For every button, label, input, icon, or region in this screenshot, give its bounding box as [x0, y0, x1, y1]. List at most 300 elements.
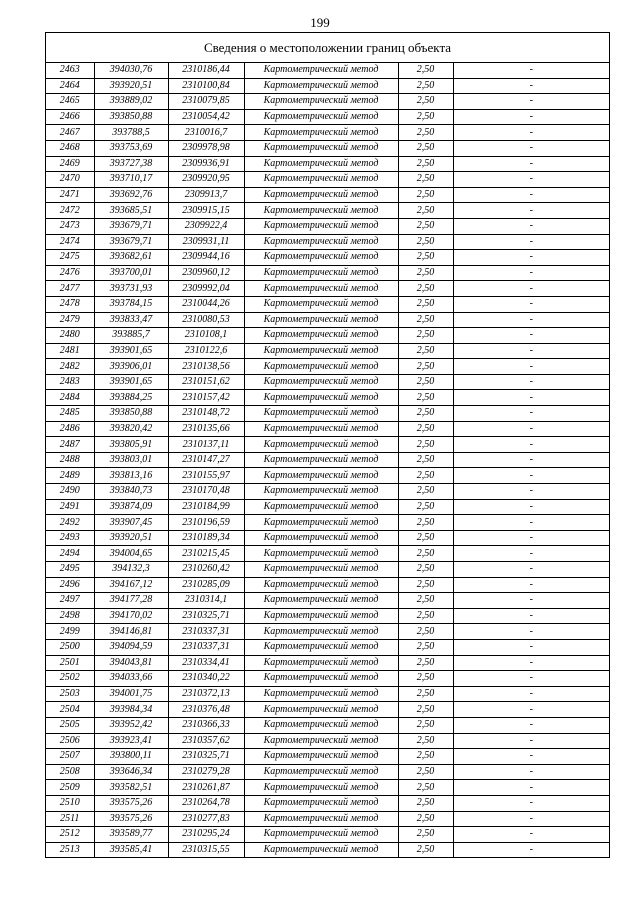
y-coordinate-cell: 2309920,95 [168, 172, 244, 188]
table-row [46, 265, 609, 281]
point-number-cell: 2470 [46, 172, 94, 188]
accuracy-cell: 2,50 [398, 359, 453, 375]
x-coordinate-cell: 393840,73 [94, 484, 168, 500]
description-cell: - [453, 764, 609, 780]
description-cell: - [453, 562, 609, 578]
table-row [46, 811, 609, 827]
method-cell: Картометрический метод [244, 125, 398, 141]
description-cell: - [453, 717, 609, 733]
accuracy-cell: 2,50 [398, 203, 453, 219]
method-cell: Картометрический метод [244, 140, 398, 156]
description-cell: - [453, 780, 609, 796]
table-row [46, 421, 609, 437]
table-row [46, 452, 609, 468]
accuracy-cell: 2,50 [398, 733, 453, 749]
accuracy-cell: 2,50 [398, 140, 453, 156]
x-coordinate-cell: 394030,76 [94, 63, 168, 78]
description-cell: - [453, 795, 609, 811]
x-coordinate-cell: 393575,26 [94, 811, 168, 827]
y-coordinate-cell: 2310260,42 [168, 562, 244, 578]
y-coordinate-cell: 2310189,34 [168, 530, 244, 546]
table-row [46, 624, 609, 640]
method-cell: Картометрический метод [244, 63, 398, 78]
point-number-cell: 2463 [46, 63, 94, 78]
method-cell: Картометрический метод [244, 515, 398, 531]
description-cell: - [453, 63, 609, 78]
description-cell: - [453, 811, 609, 827]
point-number-cell: 2510 [46, 795, 94, 811]
table-row [46, 764, 609, 780]
x-coordinate-cell: 393731,93 [94, 281, 168, 297]
method-cell: Картометрический метод [244, 608, 398, 624]
point-number-cell: 2511 [46, 811, 94, 827]
point-number-cell: 2467 [46, 125, 94, 141]
table-row [46, 468, 609, 484]
point-number-cell: 2509 [46, 780, 94, 796]
method-cell: Картометрический метод [244, 671, 398, 687]
x-coordinate-cell: 393813,16 [94, 468, 168, 484]
point-number-cell: 2476 [46, 265, 94, 281]
accuracy-cell: 2,50 [398, 94, 453, 110]
x-coordinate-cell: 393884,25 [94, 390, 168, 406]
y-coordinate-cell: 2309913,7 [168, 187, 244, 203]
accuracy-cell: 2,50 [398, 390, 453, 406]
x-coordinate-cell: 393679,71 [94, 218, 168, 234]
table-row [46, 125, 609, 141]
x-coordinate-cell: 393692,76 [94, 187, 168, 203]
table-row [46, 546, 609, 562]
point-number-cell: 2512 [46, 827, 94, 843]
table-row [46, 639, 609, 655]
x-coordinate-cell: 393901,65 [94, 343, 168, 359]
method-cell: Картометрический метод [244, 717, 398, 733]
point-number-cell: 2499 [46, 624, 94, 640]
x-coordinate-cell: 393906,01 [94, 359, 168, 375]
method-cell: Картометрический метод [244, 686, 398, 702]
point-number-cell: 2475 [46, 250, 94, 266]
y-coordinate-cell: 2310100,84 [168, 78, 244, 94]
y-coordinate-cell: 2310138,56 [168, 359, 244, 375]
y-coordinate-cell: 2310264,78 [168, 795, 244, 811]
table-row [46, 203, 609, 219]
x-coordinate-cell: 393646,34 [94, 764, 168, 780]
method-cell: Картометрический метод [244, 499, 398, 515]
x-coordinate-cell: 393575,26 [94, 795, 168, 811]
accuracy-cell: 2,50 [398, 780, 453, 796]
description-cell: - [453, 499, 609, 515]
method-cell: Картометрический метод [244, 343, 398, 359]
point-number-cell: 2474 [46, 234, 94, 250]
accuracy-cell: 2,50 [398, 234, 453, 250]
x-coordinate-cell: 393753,69 [94, 140, 168, 156]
description-cell: - [453, 421, 609, 437]
point-number-cell: 2479 [46, 312, 94, 328]
accuracy-cell: 2,50 [398, 250, 453, 266]
method-cell: Картометрический метод [244, 468, 398, 484]
table-row [46, 234, 609, 250]
x-coordinate-cell: 393920,51 [94, 78, 168, 94]
accuracy-cell: 2,50 [398, 374, 453, 390]
method-cell: Картометрический метод [244, 265, 398, 281]
accuracy-cell: 2,50 [398, 530, 453, 546]
accuracy-cell: 2,50 [398, 795, 453, 811]
description-cell: - [453, 125, 609, 141]
y-coordinate-cell: 2310366,33 [168, 717, 244, 733]
x-coordinate-cell: 394033,66 [94, 671, 168, 687]
description-cell: - [453, 343, 609, 359]
y-coordinate-cell: 2310277,83 [168, 811, 244, 827]
accuracy-cell: 2,50 [398, 78, 453, 94]
point-number-cell: 2501 [46, 655, 94, 671]
accuracy-cell: 2,50 [398, 842, 453, 857]
y-coordinate-cell: 2310148,72 [168, 406, 244, 422]
accuracy-cell: 2,50 [398, 156, 453, 172]
y-coordinate-cell: 2310054,42 [168, 109, 244, 125]
y-coordinate-cell: 2309944,16 [168, 250, 244, 266]
table-row [46, 577, 609, 593]
y-coordinate-cell: 2310279,28 [168, 764, 244, 780]
y-coordinate-cell: 2310108,1 [168, 328, 244, 344]
y-coordinate-cell: 2309915,15 [168, 203, 244, 219]
accuracy-cell: 2,50 [398, 764, 453, 780]
accuracy-cell: 2,50 [398, 328, 453, 344]
table-row [46, 359, 609, 375]
y-coordinate-cell: 2309960,12 [168, 265, 244, 281]
description-cell: - [453, 281, 609, 297]
x-coordinate-cell: 394177,28 [94, 593, 168, 609]
y-coordinate-cell: 2310079,85 [168, 94, 244, 110]
description-cell: - [453, 749, 609, 765]
description-cell: - [453, 265, 609, 281]
method-cell: Картометрический метод [244, 390, 398, 406]
accuracy-cell: 2,50 [398, 546, 453, 562]
y-coordinate-cell: 2310044,26 [168, 296, 244, 312]
point-number-cell: 2513 [46, 842, 94, 857]
table-row [46, 312, 609, 328]
accuracy-cell: 2,50 [398, 63, 453, 78]
point-number-cell: 2489 [46, 468, 94, 484]
method-cell: Картометрический метод [244, 359, 398, 375]
description-cell: - [453, 515, 609, 531]
x-coordinate-cell: 393805,91 [94, 437, 168, 453]
x-coordinate-cell: 393820,42 [94, 421, 168, 437]
y-coordinate-cell: 2310315,55 [168, 842, 244, 857]
accuracy-cell: 2,50 [398, 265, 453, 281]
description-cell: - [453, 608, 609, 624]
accuracy-cell: 2,50 [398, 515, 453, 531]
method-cell: Картометрический метод [244, 795, 398, 811]
y-coordinate-cell: 2310184,99 [168, 499, 244, 515]
table-row [46, 515, 609, 531]
x-coordinate-cell: 394094,59 [94, 639, 168, 655]
coordinates-table-body [46, 63, 609, 857]
table-row [46, 78, 609, 94]
point-number-cell: 2502 [46, 671, 94, 687]
point-number-cell: 2496 [46, 577, 94, 593]
x-coordinate-cell: 394132,3 [94, 562, 168, 578]
x-coordinate-cell: 394043,81 [94, 655, 168, 671]
y-coordinate-cell: 2310337,31 [168, 624, 244, 640]
method-cell: Картометрический метод [244, 374, 398, 390]
table-row [46, 562, 609, 578]
description-cell: - [453, 827, 609, 843]
description-cell: - [453, 437, 609, 453]
accuracy-cell: 2,50 [398, 452, 453, 468]
y-coordinate-cell: 2310334,41 [168, 655, 244, 671]
accuracy-cell: 2,50 [398, 484, 453, 500]
description-cell: - [453, 234, 609, 250]
description-cell: - [453, 624, 609, 640]
x-coordinate-cell: 393710,17 [94, 172, 168, 188]
method-cell: Картометрический метод [244, 156, 398, 172]
table-row [46, 94, 609, 110]
y-coordinate-cell: 2310325,71 [168, 608, 244, 624]
method-cell: Картометрический метод [244, 250, 398, 266]
table-row [46, 156, 609, 172]
point-number-cell: 2492 [46, 515, 94, 531]
point-number-cell: 2498 [46, 608, 94, 624]
accuracy-cell: 2,50 [398, 562, 453, 578]
description-cell: - [453, 187, 609, 203]
x-coordinate-cell: 393984,34 [94, 702, 168, 718]
y-coordinate-cell: 2310325,71 [168, 749, 244, 765]
method-cell: Картометрический метод [244, 203, 398, 219]
point-number-cell: 2481 [46, 343, 94, 359]
table-row [46, 499, 609, 515]
table-row [46, 296, 609, 312]
table-row [46, 842, 609, 857]
table-row [46, 484, 609, 500]
x-coordinate-cell: 393907,45 [94, 515, 168, 531]
accuracy-cell: 2,50 [398, 749, 453, 765]
y-coordinate-cell: 2309936,91 [168, 156, 244, 172]
table-row [46, 406, 609, 422]
x-coordinate-cell: 393784,15 [94, 296, 168, 312]
method-cell: Картометрический метод [244, 406, 398, 422]
description-cell: - [453, 359, 609, 375]
table-row [46, 390, 609, 406]
point-number-cell: 2465 [46, 94, 94, 110]
point-number-cell: 2488 [46, 452, 94, 468]
accuracy-cell: 2,50 [398, 702, 453, 718]
table-row [46, 702, 609, 718]
method-cell: Картометрический метод [244, 234, 398, 250]
method-cell: Картометрический метод [244, 328, 398, 344]
point-number-cell: 2471 [46, 187, 94, 203]
table-row [46, 328, 609, 344]
point-number-cell: 2491 [46, 499, 94, 515]
x-coordinate-cell: 394001,75 [94, 686, 168, 702]
description-cell: - [453, 546, 609, 562]
x-coordinate-cell: 393800,11 [94, 749, 168, 765]
accuracy-cell: 2,50 [398, 593, 453, 609]
x-coordinate-cell: 393833,47 [94, 312, 168, 328]
point-number-cell: 2500 [46, 639, 94, 655]
method-cell: Картометрический метод [244, 218, 398, 234]
point-number-cell: 2508 [46, 764, 94, 780]
point-number-cell: 2495 [46, 562, 94, 578]
x-coordinate-cell: 394167,12 [94, 577, 168, 593]
y-coordinate-cell: 2310186,44 [168, 63, 244, 78]
point-number-cell: 2503 [46, 686, 94, 702]
table-row [46, 780, 609, 796]
description-cell: - [453, 140, 609, 156]
y-coordinate-cell: 2310376,48 [168, 702, 244, 718]
table-row [46, 218, 609, 234]
point-number-cell: 2477 [46, 281, 94, 297]
table-row [46, 109, 609, 125]
method-cell: Картометрический метод [244, 764, 398, 780]
x-coordinate-cell: 393700,01 [94, 265, 168, 281]
accuracy-cell: 2,50 [398, 827, 453, 843]
table-row [46, 140, 609, 156]
method-cell: Картометрический метод [244, 312, 398, 328]
point-number-cell: 2482 [46, 359, 94, 375]
description-cell: - [453, 671, 609, 687]
point-number-cell: 2507 [46, 749, 94, 765]
x-coordinate-cell: 393850,88 [94, 109, 168, 125]
accuracy-cell: 2,50 [398, 811, 453, 827]
description-cell: - [529, 843, 533, 855]
x-coordinate-cell: 393889,02 [94, 94, 168, 110]
method-cell: Картометрический метод [244, 484, 398, 500]
table-row [46, 63, 609, 78]
method-cell: Картометрический метод [244, 546, 398, 562]
method-cell: Картометрический метод [244, 94, 398, 110]
point-number-cell: 2494 [46, 546, 94, 562]
accuracy-cell: 2,50 [398, 624, 453, 640]
y-coordinate-cell: 2310295,24 [168, 827, 244, 843]
x-coordinate-cell: 393727,38 [94, 156, 168, 172]
x-coordinate-cell: 394170,02 [94, 608, 168, 624]
method-cell: Картометрический метод [244, 296, 398, 312]
y-coordinate-cell: 2310135,66 [168, 421, 244, 437]
accuracy-cell: 2,50 [398, 686, 453, 702]
x-coordinate-cell: 393850,88 [94, 406, 168, 422]
description-cell: - [453, 172, 609, 188]
table-row [46, 608, 609, 624]
accuracy-cell: 2,50 [398, 187, 453, 203]
point-number-cell: 2505 [46, 717, 94, 733]
y-coordinate-cell: 2310155,97 [168, 468, 244, 484]
accuracy-cell: 2,50 [398, 671, 453, 687]
y-coordinate-cell: 2310151,62 [168, 374, 244, 390]
accuracy-cell: 2,50 [398, 218, 453, 234]
description-cell: - [453, 250, 609, 266]
description-cell: - [453, 530, 609, 546]
x-coordinate-cell: 393952,42 [94, 717, 168, 733]
x-coordinate-cell: 393589,77 [94, 827, 168, 843]
point-number-cell: 2487 [46, 437, 94, 453]
method-cell: Картометрический метод [244, 811, 398, 827]
accuracy-cell: 2,50 [398, 172, 453, 188]
description-cell: - [453, 390, 609, 406]
point-number-cell: 2472 [46, 203, 94, 219]
y-coordinate-cell: 2309931,11 [168, 234, 244, 250]
accuracy-cell: 2,50 [398, 406, 453, 422]
method-cell: Картометрический метод [244, 530, 398, 546]
table-row [46, 172, 609, 188]
point-number-cell: 2478 [46, 296, 94, 312]
description-cell: - [453, 577, 609, 593]
accuracy-cell: 2,50 [398, 437, 453, 453]
description-cell: - [453, 452, 609, 468]
y-coordinate-cell: 2310261,87 [168, 780, 244, 796]
table-row [46, 250, 609, 266]
method-cell: Картометрический метод [244, 281, 398, 297]
y-coordinate-cell: 2309922,4 [168, 218, 244, 234]
accuracy-cell: 2,50 [398, 608, 453, 624]
table-row [46, 374, 609, 390]
point-number-cell: 2469 [46, 156, 94, 172]
x-coordinate-cell: 393788,5 [94, 125, 168, 141]
method-cell: Картометрический метод [244, 187, 398, 203]
x-coordinate-cell: 394146,81 [94, 624, 168, 640]
y-coordinate-cell: 2310147,27 [168, 452, 244, 468]
table-row [46, 530, 609, 546]
description-cell: - [453, 686, 609, 702]
method-cell: Картометрический метод [244, 577, 398, 593]
point-number-cell: 2480 [46, 328, 94, 344]
x-coordinate-cell: 393585,41 [94, 842, 168, 857]
point-number-cell: 2493 [46, 530, 94, 546]
description-cell: - [453, 468, 609, 484]
point-number-cell: 2504 [46, 702, 94, 718]
method-cell: Картометрический метод [244, 593, 398, 609]
method-cell: Картометрический метод [244, 624, 398, 640]
method-cell: Картометрический метод [244, 655, 398, 671]
accuracy-cell: 2,50 [398, 639, 453, 655]
x-coordinate-cell: 393682,61 [94, 250, 168, 266]
point-number-cell: 2473 [46, 218, 94, 234]
y-coordinate-cell: 2309992,04 [168, 281, 244, 297]
table-row [46, 187, 609, 203]
description-cell: - [453, 328, 609, 344]
x-coordinate-cell: 393582,51 [94, 780, 168, 796]
description-cell: - [453, 374, 609, 390]
accuracy-cell: 2,50 [398, 717, 453, 733]
table-row [46, 671, 609, 687]
method-cell: Картометрический метод [244, 780, 398, 796]
point-number-cell: 2486 [46, 421, 94, 437]
description-cell: - [453, 203, 609, 219]
y-coordinate-cell: 2309978,98 [168, 140, 244, 156]
accuracy-cell: 2,50 [398, 468, 453, 484]
x-coordinate-cell: 393874,09 [94, 499, 168, 515]
method-cell: Картометрический метод [244, 749, 398, 765]
description-cell: - [453, 593, 609, 609]
method-cell: Картометрический метод [244, 702, 398, 718]
accuracy-cell: 2,50 [398, 312, 453, 328]
method-cell: Картометрический метод [244, 452, 398, 468]
x-coordinate-cell: 393803,01 [94, 452, 168, 468]
point-number-cell: 2464 [46, 78, 94, 94]
method-cell: Картометрический метод [244, 733, 398, 749]
description-cell: - [453, 639, 609, 655]
accuracy-cell: 2,50 [398, 281, 453, 297]
x-coordinate-cell: 393901,65 [94, 374, 168, 390]
accuracy-cell: 2,50 [398, 421, 453, 437]
accuracy-cell: 2,50 [398, 343, 453, 359]
y-coordinate-cell: 2310285,09 [168, 577, 244, 593]
x-coordinate-cell: 393923,41 [94, 733, 168, 749]
table-row [46, 655, 609, 671]
accuracy-cell: 2,50 [398, 296, 453, 312]
description-cell: - [453, 406, 609, 422]
table-row [46, 749, 609, 765]
accuracy-cell: 2,50 [398, 125, 453, 141]
table-row [46, 686, 609, 702]
